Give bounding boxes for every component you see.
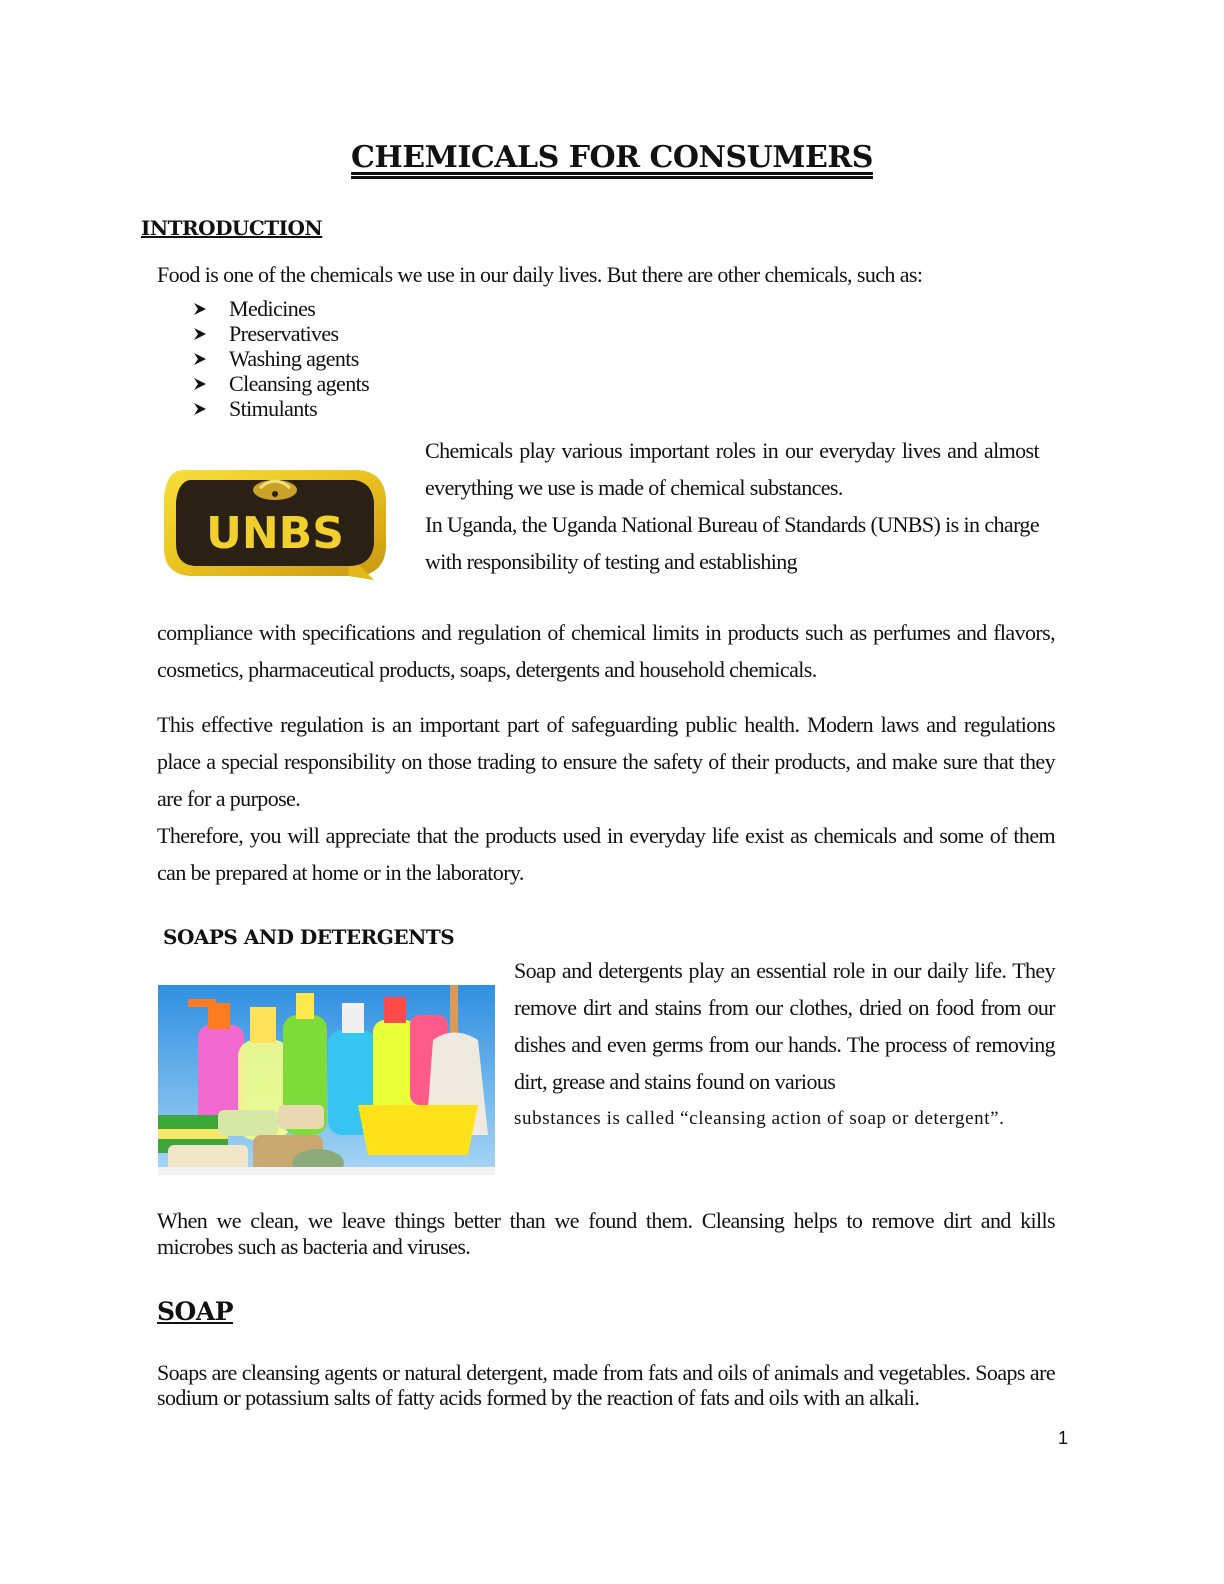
arrow-bullet-icon [193,402,229,416]
arrow-bullet-icon [193,302,229,316]
introduction-lead: Food is one of the chemicals we use in our daily lives. But there are other chemicals, such as: [157,262,923,287]
introduction-heading: INTRODUCTION [141,216,323,240]
chemicals-bullet-list [193,296,369,421]
soaps-detergents-heading: SOAPS AND DETERGENTS [163,925,455,949]
list-item [193,371,369,396]
list-item [193,346,369,371]
regulation-paragraphs [157,706,1055,891]
arrow-bullet-icon [193,377,229,391]
soaps-detergents-paragraph [514,952,1055,1137]
regulation-text: This effective regulation is an important part of safeguarding public health. Modern laws and regulations place a special responsibility on those trading to ensure the safety of their products, and make sure that they are for a purpose. [157,712,1055,811]
soap-heading: SOAP [157,1297,234,1326]
compliance-paragraph: compliance with specifications and regulation of chemical limits in products such as perfumes and flavors, cosmetics, pharmaceutical products, soaps, detergents and household chemicals. [157,620,1055,682]
unbs-text: In Uganda, the Uganda National Bureau of Standards (UNBS) is in charge with responsibility of testing and establishing [425,512,1039,574]
bullet-text: Cleansing agents [229,371,370,396]
list-item [193,396,369,421]
cleansing-action-text: substances is called “cleansing action of soap or detergent”. [514,1108,1005,1129]
bullet-text: Washing agents [229,346,359,371]
chemical-roles-paragraph [425,432,1039,580]
arrow-bullet-icon [193,352,229,366]
document-title: CHEMICALS FOR CONSUMERS [351,140,873,175]
roles-text: Chemicals play various important roles in our everyday lives and almost everything we use is made of chemical substances. [425,438,1039,500]
bullet-text: Preservatives [229,321,339,346]
therefore-text: Therefore, you will appreciate that the products used in everyday life exist as chemicals and some of them can be prepared at home or in the laboratory. [157,823,1055,885]
cleaning-paragraph: When we clean, we leave things better than we found them. Cleansing helps to remove dirt and kills microbes such as bacteria and viruses. [157,1208,1055,1259]
list-item [193,321,369,346]
unbs-logo [160,458,388,584]
arrow-bullet-icon [193,327,229,341]
page-number: 1 [1058,1428,1069,1448]
cleaning-products-image [158,985,495,1175]
bullet-text: Medicines [229,296,316,321]
soaps-text: Soap and detergents play an essential role in our daily life. They remove dirt and stains from our clothes, dried on food from our dishes and even germs from our hands. The process of removing dirt, grease and stains found on various [514,958,1055,1094]
unbs-logo-text: UNBS [206,508,344,559]
list-item [193,296,369,321]
bullet-text: Stimulants [229,396,318,421]
soap-paragraph: Soaps are cleansing agents or natural detergent, made from fats and oils of animals and vegetables. Soaps are sodium or potassium salts of fatty acids formed by the reaction of fats and oils with an alkali. [157,1360,1055,1410]
